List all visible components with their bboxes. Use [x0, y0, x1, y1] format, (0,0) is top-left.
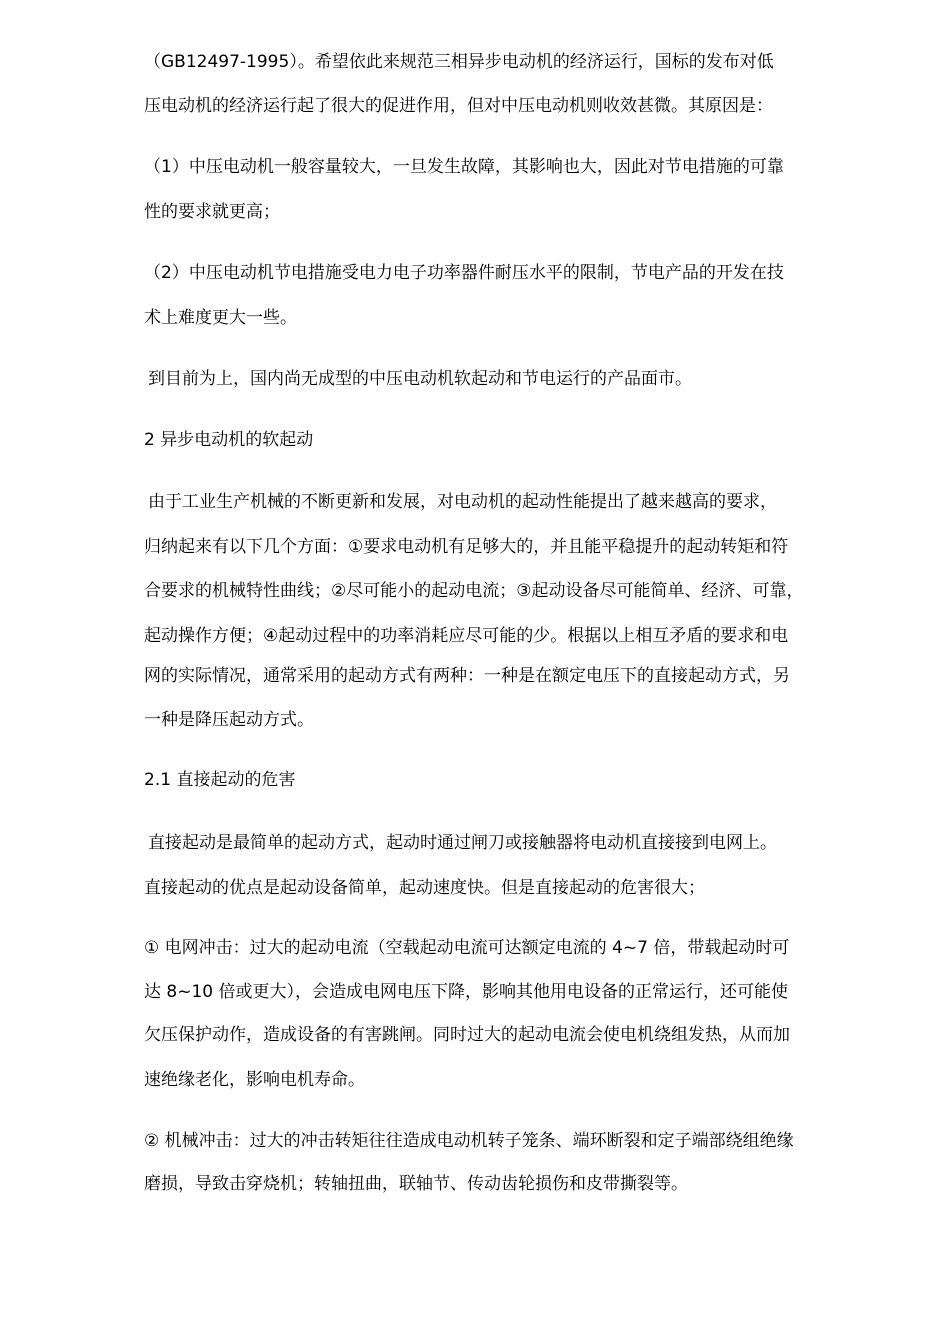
section-2-body-line-5: 网的实际情况，通常采用的起动方式有两种：一种是在额定电压下的直接起动方式，另: [144, 666, 790, 686]
direct-start-line-1: 直接起动是最简单的起动方式，起动时通过闸刀或接触器将电动机直接接到电网上。: [148, 833, 777, 853]
mechanical-impact-line-1: ② 机械冲击：过大的冲击转矩往往造成电动机转子笼条、端环断裂和定子端部绕组绝缘: [144, 1131, 794, 1151]
reason-2-line-1: （2）中压电动机节电措施受电力电子功率器件耐压水平的限制，节电产品的开发在技: [144, 263, 784, 283]
section-2-1-heading: 2.1 直接起动的危害: [144, 770, 296, 790]
section-2-heading: 2 异步电动机的软起动: [144, 430, 314, 450]
direct-start-line-2: 直接起动的优点是起动设备简单，起动速度快。但是直接起动的危害很大；: [144, 878, 705, 898]
intro-paragraph-line-1: （GB12497-1995）。希望依此来规范三相异步电动机的经济运行，国标的发布对低: [144, 52, 774, 72]
section-2-body-line-1: 由于工业生产机械的不断更新和发展，对电动机的起动性能提出了越来越高的要求，: [148, 492, 777, 512]
reason-1-line-2: 性的要求就更高；: [144, 202, 280, 222]
section-2-body-line-2: 归纳起来有以下几个方面：①要求电动机有足够大的，并且能平稳提升的起动转矩和符: [144, 537, 789, 557]
section-2-body-line-3: 合要求的机械特性曲线；②尽可能小的起动电流；③起动设备尽可能简单、经济、可靠，: [144, 581, 804, 601]
section-2-body-line-4: 起动操作方便；④起动过程中的功率消耗应尽可能的少。根据以上相互矛盾的要求和电: [144, 626, 789, 646]
intro-paragraph-line-2: 压电动机的经济运行起了很大的促进作用，但对中压电动机则收效甚微。其原因是：: [144, 96, 773, 116]
market-status-line: 到目前为上，国内尚无成型的中压电动机软起动和节电运行的产品面市。: [148, 369, 692, 389]
grid-impact-line-1: ① 电网冲击：过大的起动电流（空载起动电流可达额定电流的 4~7 倍，带载起动时可: [144, 938, 790, 958]
grid-impact-line-2: 达 8~10 倍或更大），会造成电网电压下降，影响其他用电设备的正常运行，还可能使: [144, 982, 788, 1002]
reason-1-line-1: （1）中压电动机一般容量较大，一旦发生故障，其影响也大，因此对节电措施的可靠: [144, 157, 784, 177]
grid-impact-line-3: 欠压保护动作，造成设备的有害跳闸。同时过大的起动电流会使电机绕组发热，从而加: [144, 1025, 790, 1045]
grid-impact-line-4: 速绝缘老化，影响电机寿命。: [144, 1070, 365, 1090]
mechanical-impact-line-2: 磨损，导致击穿烧机；转轴扭曲，联轴节、传动齿轮损伤和皮带撕裂等。: [144, 1174, 688, 1194]
reason-2-line-2: 术上难度更大一些。: [144, 308, 297, 328]
section-2-body-line-6: 一种是降压起动方式。: [144, 710, 314, 730]
